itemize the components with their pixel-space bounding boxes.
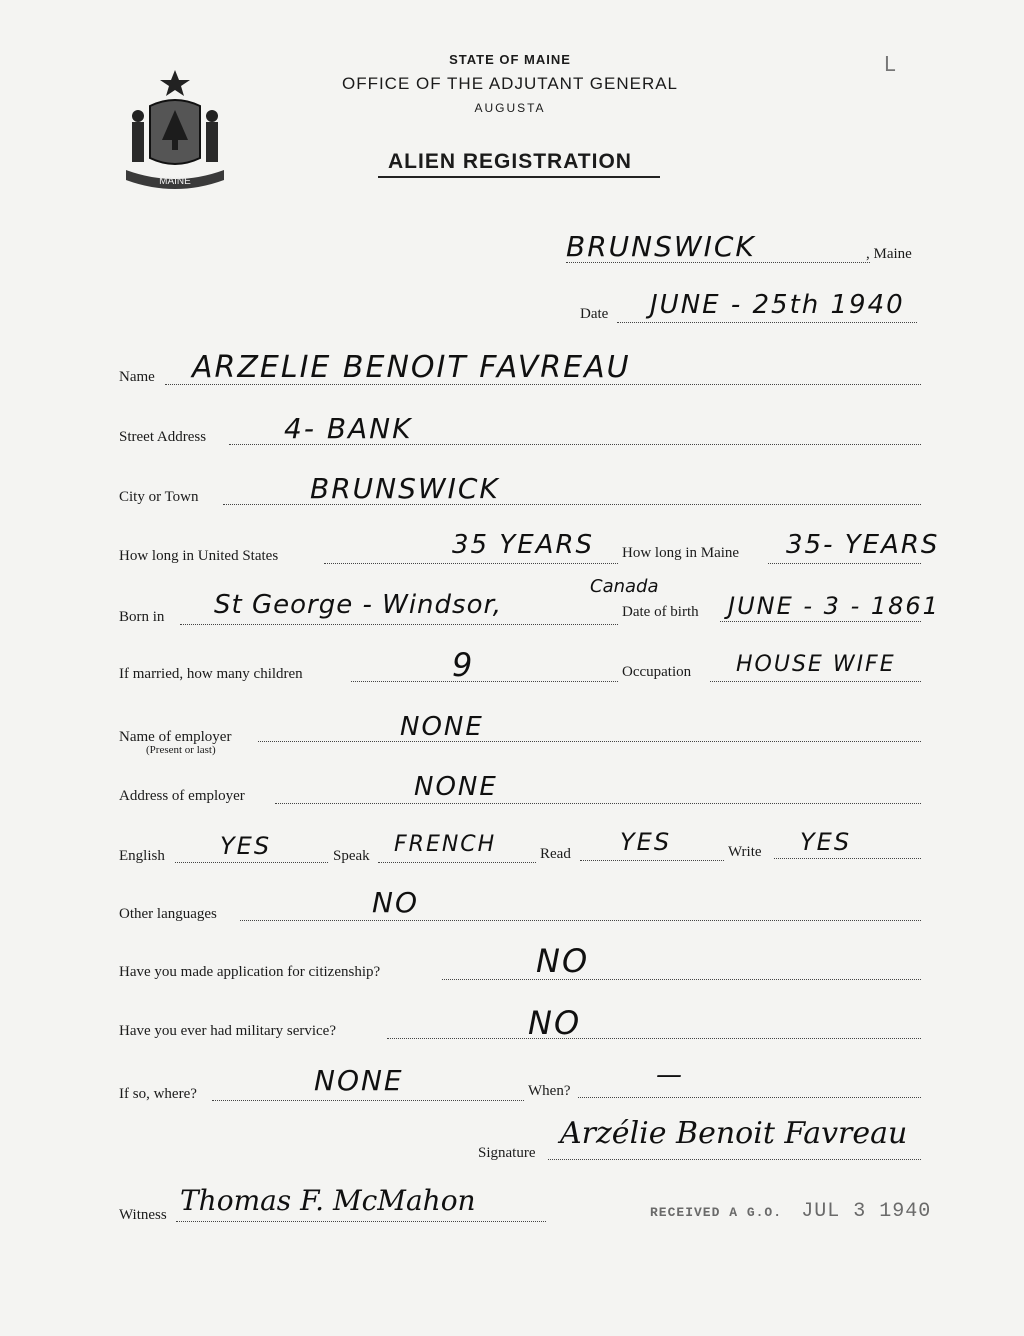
stamp-date: JUL 3 1940 xyxy=(801,1200,932,1223)
when-value: — xyxy=(656,1060,682,1090)
military-value: NO xyxy=(528,1004,582,1042)
in-maine-line xyxy=(768,563,921,564)
in-us-label: How long in United States xyxy=(119,548,279,564)
read-label: Read xyxy=(540,846,571,862)
signature-value: Arzélie Benoit Favreau xyxy=(560,1116,908,1151)
city-value: BRUNSWICK xyxy=(310,472,500,505)
dob-label: Date of birth xyxy=(622,604,699,620)
military-label: Have you ever had military service? xyxy=(119,1023,336,1039)
born-in-line xyxy=(180,624,618,625)
witness-value: Thomas F. McMahon xyxy=(180,1184,476,1217)
witness-line xyxy=(176,1221,546,1222)
employer-address-line xyxy=(275,803,921,804)
when-label: When? xyxy=(528,1083,571,1099)
place-value: BRUNSWICK xyxy=(566,230,756,263)
in-maine-value: 35- YEARS xyxy=(786,530,940,560)
speak-value: FRENCH xyxy=(394,832,497,857)
name-label: Name xyxy=(119,369,155,385)
received-stamp xyxy=(650,1200,931,1223)
corner-mark: L xyxy=(884,52,896,76)
employer-label: Name of employer xyxy=(119,729,232,745)
signature-line xyxy=(548,1159,921,1160)
children-value: 9 xyxy=(452,646,475,684)
occupation-label: Occupation xyxy=(622,664,692,680)
title-underline xyxy=(378,176,660,178)
english-value: YES xyxy=(220,832,272,860)
form-title: ALIEN REGISTRATION xyxy=(388,150,632,173)
speak-label: Speak xyxy=(333,848,370,864)
seal-banner-text: MAINE xyxy=(159,176,191,187)
where-label: If so, where? xyxy=(119,1086,197,1102)
stamp-prefix: RECEIVED A G.O. xyxy=(650,1205,783,1220)
write-line xyxy=(774,858,921,859)
other-languages-line xyxy=(240,920,921,921)
citizenship-label: Have you made application for citizenship? xyxy=(119,964,381,980)
street-label: Street Address xyxy=(119,429,207,445)
maine-seal-icon xyxy=(120,66,230,196)
born-in-label: Born in xyxy=(119,609,165,625)
employer-sublabel: (Present or last) xyxy=(146,744,216,756)
street-value: 4- BANK xyxy=(284,412,413,445)
name-value: ARZELIE BENOIT FAVREAU xyxy=(192,350,631,385)
read-value: YES xyxy=(620,828,672,856)
occupation-value: HOUSE WIFE xyxy=(736,652,896,677)
witness-label: Witness xyxy=(119,1207,167,1223)
other-languages-value: NO xyxy=(372,886,419,919)
in-maine-label: How long in Maine xyxy=(622,545,740,561)
date-value: JUNE - 25th 1940 xyxy=(650,290,905,320)
date-line xyxy=(617,322,917,323)
dob-line xyxy=(720,621,921,622)
occupation-line xyxy=(710,681,921,682)
employer-address-value: NONE xyxy=(414,772,498,802)
employer-value: NONE xyxy=(400,712,484,742)
born-in-note: Canada xyxy=(590,576,659,597)
citizenship-line xyxy=(442,979,921,980)
write-label: Write xyxy=(728,844,762,860)
children-line xyxy=(351,681,618,682)
write-value: YES xyxy=(800,828,852,856)
in-us-line xyxy=(324,563,618,564)
dob-value: JUNE - 3 - 1861 xyxy=(728,592,940,620)
place-suffix: , Maine xyxy=(866,246,912,262)
citizenship-value: NO xyxy=(536,942,590,980)
speak-line xyxy=(378,862,536,863)
children-label: If married, how many children xyxy=(119,666,303,682)
header-state: STATE OF MAINE xyxy=(449,52,571,67)
english-label: English xyxy=(119,848,165,864)
where-value: NONE xyxy=(314,1064,404,1097)
employer-address-label: Address of employer xyxy=(119,788,245,804)
in-us-value: 35 YEARS xyxy=(452,530,595,560)
city-label: City or Town xyxy=(119,489,199,505)
date-label: Date xyxy=(580,306,609,322)
military-line xyxy=(387,1038,921,1039)
other-languages-label: Other languages xyxy=(119,906,217,922)
born-in-value: St George - Windsor, xyxy=(214,590,503,620)
english-line xyxy=(175,862,328,863)
signature-label: Signature xyxy=(478,1145,536,1161)
where-line xyxy=(212,1100,524,1101)
header-office: OFFICE OF THE ADJUTANT GENERAL xyxy=(341,74,679,93)
read-line xyxy=(580,860,724,861)
employer-line xyxy=(258,741,921,742)
header-city: AUGUSTA xyxy=(474,101,546,115)
when-line xyxy=(578,1097,921,1098)
place-line xyxy=(566,262,870,263)
